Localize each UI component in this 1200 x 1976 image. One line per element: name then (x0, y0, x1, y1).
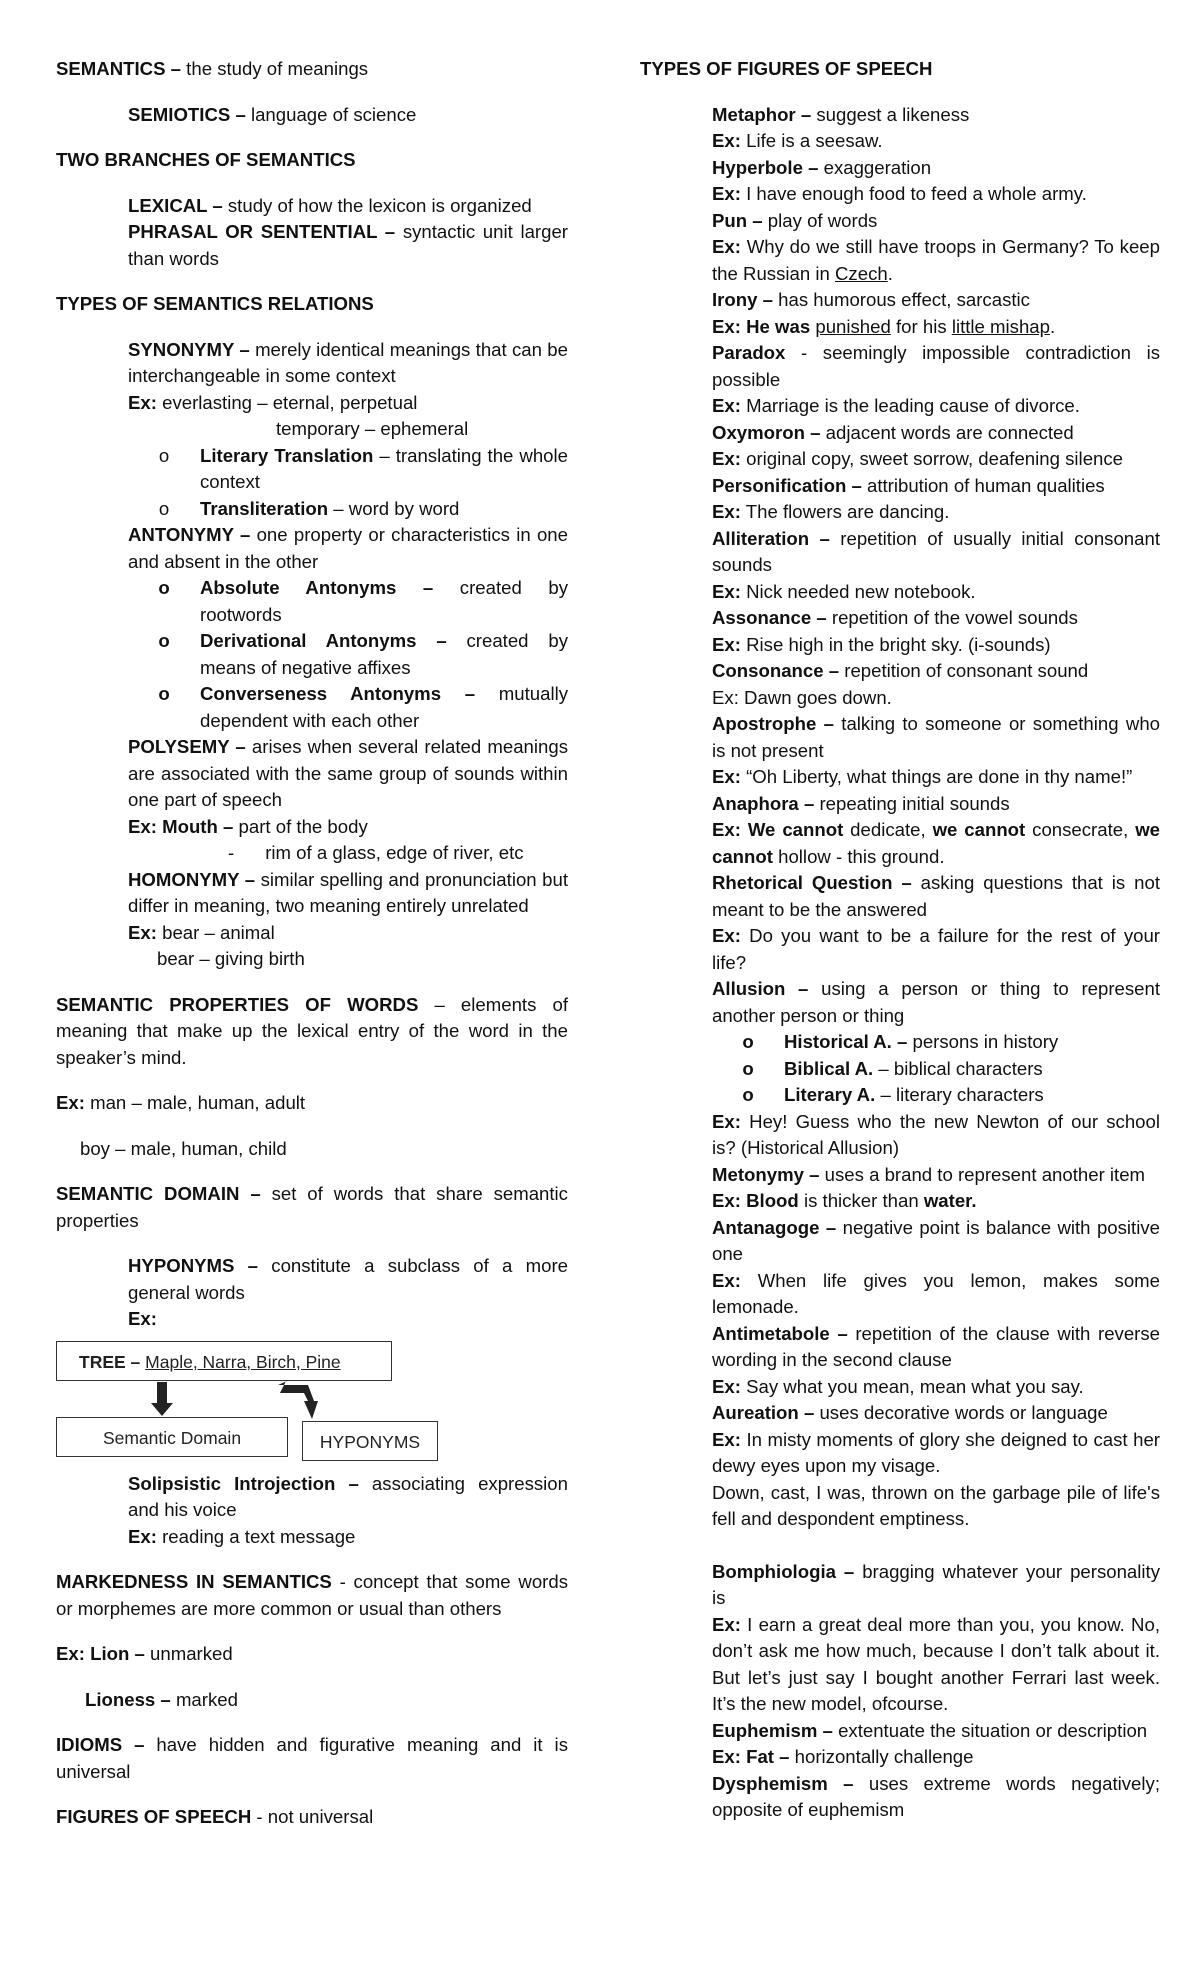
synonymy-example: Ex: everlasting – eternal, perpetual (128, 391, 418, 413)
oxymoron-def: Oxymoron – adjacent words are connected (712, 421, 1074, 443)
phrasal-def: PHRASAL OR SENTENTIAL – syntactic unit larger than words (128, 221, 568, 269)
antimetabole-example: Ex: Say what you mean, mean what you say. (712, 1375, 1084, 1397)
aureation-def: Aureation – uses decorative words or language (712, 1402, 1108, 1423)
anaphora-def: Anaphora – repeating initial sounds (712, 792, 1010, 814)
antanagoge-example: Ex: When life gives you lemon, makes some lemonade. (712, 1269, 1160, 1317)
apostrophe-def: Apostrophe – talking to someone or something who is not present (712, 713, 1160, 761)
hyponym-diagram (56, 1341, 568, 1471)
aureation-example: Ex: In misty moments of glory she deigned to cast her dewy eyes upon my visage. (712, 1428, 1160, 1476)
tree-box: TREE – Maple, Narra, Birch, Pine (56, 1341, 392, 1381)
assonance-example: Ex: Rise high in the bright sky. (i-sounds) (712, 633, 1051, 655)
bomphiologia-def: Bomphiologia – bragging whatever your personality is (712, 1560, 1160, 1608)
homonymy-example: Ex: bear – animal (128, 921, 275, 943)
figures-of-speech-def: FIGURES OF SPEECH - not universal (56, 1806, 374, 1827)
allusion-example: Ex: Hey! Guess who the new Newton of our school is? (Historical Allusion) (712, 1110, 1160, 1158)
bomphiologia-example: Ex: I earn a great deal more than you, you know. No, don’t ask me how much, because I don’t talk about it. But let’s just say I bought another Ferrari last week. It’s the new model, ofcourse. (712, 1613, 1160, 1714)
metaphor-example: Ex: Life is a seesaw. (712, 130, 883, 151)
list-item-transliteration: o Transliteration – word by word (158, 497, 460, 519)
hyponyms-box: HYPONYMS (302, 1421, 438, 1461)
left-column (56, 56, 568, 1831)
semantics-def: SEMANTICS – the study of meanings (56, 58, 369, 79)
markedness-def: MARKEDNESS IN SEMANTICS - concept that some words or morphemes are more common or usual than others (56, 1571, 568, 1619)
arrow-down-icon (151, 1382, 173, 1416)
apostrophe-example: Ex: “Oh Liberty, what things are done in thy name!” (712, 766, 1133, 787)
figures-list (640, 102, 1160, 1030)
right-column (640, 56, 1160, 1824)
properties-example: Ex: man – male, human, adult (56, 1092, 306, 1113)
semantic-domain-box: Semantic Domain (56, 1417, 288, 1457)
metonymy-def: Metonymy – uses a brand to represent another item (712, 1163, 1146, 1185)
antonymy-def: ANTONYMY – one property or characteristics in one and absent in the other (128, 524, 568, 572)
list-item-converseness-antonyms: o Converseness Antonyms – mutually dependent with each other (158, 683, 569, 731)
hyperbole-def: Hyperbole – exaggeration (712, 156, 932, 178)
irony-def: Irony – has humorous effect, sarcastic (712, 289, 1030, 310)
alliteration-example: Ex: Nick needed new notebook. (712, 580, 976, 602)
figures-list-2 (640, 1109, 1160, 1824)
rhetorical-example: Ex: Do you want to be a failure for the rest of your life? (712, 925, 1160, 973)
pun-example: Ex: Why do we still have troops in Germany? To keep the Russian in Czech. (712, 236, 1160, 284)
polysemy-example: Ex: Mouth – part of the body (128, 815, 368, 837)
hyponyms-example-label: Ex: (128, 1308, 157, 1329)
polysemy-example-2: - rim of a glass, edge of river, etc (228, 842, 524, 863)
semantic-properties-def: SEMANTIC PROPERTIES OF WORDS – elements of meaning that make up the lexical entry of the word in the speaker’s mind. (56, 993, 568, 1068)
euphemism-example: Ex: Fat – horizontally challenge (712, 1746, 974, 1767)
euphemism-def: Euphemism – extentuate the situation or description (712, 1719, 1148, 1741)
semantic-domain-def: SEMANTIC DOMAIN – set of words that share semantic properties (56, 1183, 568, 1231)
list-item-literary-allusion: o Literary A. – literary characters (742, 1084, 1044, 1105)
list-item-derivational-antonyms: o Derivational Antonyms – created by means of negative affixes (158, 630, 568, 678)
oxymoron-example: Ex: original copy, sweet sorrow, deafening silence (712, 448, 1124, 469)
antanagoge-def: Antanagoge – negative point is balance with positive one (712, 1216, 1160, 1264)
hyponyms-def: HYPONYMS – constitute a subclass of a more general words (128, 1255, 568, 1303)
markedness-example-2: Lioness – marked (85, 1688, 238, 1710)
list-item-literary-translation: o Literary Translation – translating the whole context (158, 444, 568, 492)
homonymy-example-2: bear – giving birth (157, 948, 305, 969)
personification-def: Personification – attribution of human qualities (712, 474, 1105, 496)
properties-example-2: boy – male, human, child (80, 1137, 287, 1159)
aureation-example-2: Down, cast, I was, thrown on the garbage pile of life's fell and despondent emptiness. (712, 1481, 1160, 1529)
dysphemism-def: Dysphemism – uses extreme words negatively; opposite of euphemism (712, 1772, 1160, 1820)
solipsistic-example: Ex: reading a text message (128, 1525, 356, 1547)
synonymy-def: SYNONYMY – merely identical meanings that can be interchangeable in some context (128, 338, 568, 386)
paradox-def: Paradox - seemingly impossible contradiction is possible (712, 342, 1160, 390)
antimetabole-def: Antimetabole – repetition of the clause with reverse wording in the second clause (712, 1322, 1160, 1370)
consonance-def: Consonance – repetition of consonant sound (712, 660, 1089, 681)
paradox-example: Ex: Marriage is the leading cause of divorce. (712, 395, 1080, 416)
metonymy-example: Ex: Blood is thicker than water. (712, 1190, 977, 1211)
irony-example: Ex: He was punished for his little mishap. (712, 315, 1056, 337)
list-item-historical-allusion: o Historical A. – persons in history (742, 1031, 1059, 1052)
figures-heading: TYPES OF FIGURES OF SPEECH (640, 58, 933, 79)
pun-def: Pun – play of words (712, 209, 878, 231)
two-branches-heading: TWO BRANCHES OF SEMANTICS (56, 149, 356, 170)
idioms-def: IDIOMS – have hidden and figurative meaning and it is universal (56, 1734, 568, 1782)
solipsistic-def: Solipsistic Introjection – associating expression and his voice (128, 1472, 568, 1520)
assonance-def: Assonance – repetition of the vowel sounds (712, 607, 1078, 628)
relations-heading: TYPES OF SEMANTICS RELATIONS (56, 293, 374, 314)
markedness-example: Ex: Lion – unmarked (56, 1643, 233, 1664)
anaphora-example: Ex: We cannot dedicate, we cannot consecrate, we cannot hollow - this ground. (712, 819, 1160, 867)
alliteration-def: Alliteration – repetition of usually initial consonant sounds (712, 527, 1160, 575)
list-item-absolute-antonyms: o Absolute Antonyms – created by rootwords (158, 577, 568, 625)
allusion-def: Allusion – using a person or thing to represent another person or thing (712, 978, 1160, 1026)
polysemy-def: POLYSEMY – arises when several related meanings are associated with the same group of sounds within one part of speech (128, 736, 568, 810)
personification-example: Ex: The flowers are dancing. (712, 501, 950, 522)
hyperbole-example: Ex: I have enough food to feed a whole army. (712, 183, 1087, 204)
homonymy-def: HOMONYMY – similar spelling and pronunciation but differ in meaning, two meaning entirely unrelated (128, 868, 568, 916)
rhetorical-def: Rhetorical Question – asking questions that is not meant to be the answered (712, 872, 1160, 920)
lexical-def: LEXICAL – study of how the lexicon is organized (128, 194, 532, 216)
semiotics-def: SEMIOTICS – language of science (128, 103, 417, 125)
consonance-example: Ex: Dawn goes down. (712, 686, 892, 708)
metaphor-def: Metaphor – suggest a likeness (712, 103, 970, 125)
list-item-biblical-allusion: o Biblical A. – biblical characters (742, 1057, 1043, 1079)
synonymy-example-2: temporary – ephemeral (276, 418, 469, 439)
